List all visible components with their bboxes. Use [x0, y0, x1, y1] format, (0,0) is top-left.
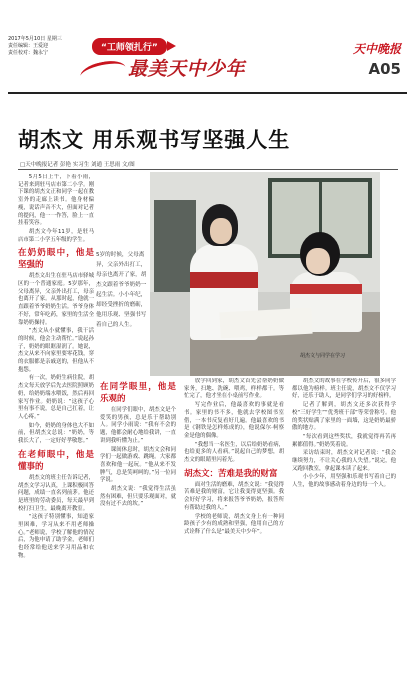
paragraph: 胡杰文的班主任告诉记者，胡杰文学习认真，上课积极回答问题，成绩一直名列前茅。他还是班里的劳动委员，每天最早到校打扫卫生，最晚离开教室。 [18, 474, 94, 512]
paragraph: “这孩子特别懂事，知道家里困难，学习从来不用老师操心。”老师说，学校了解他的情况后，为他申请了助学金，老师们也经常给他送来学习用品和衣物。 [18, 514, 94, 559]
date-line: 2017年5月10日 星期三 [8, 36, 62, 42]
paragraph: 学校的老师说，胡杰文身上有一种同龄孩子少有的成熟和坚强，他用自己的方式诠释了什么是“最美天中少年”。 [184, 513, 284, 535]
section-banner [80, 38, 330, 90]
paragraph: 写完作业后，他最喜欢的事就是看书。家里的书不多，他就去学校图书室借，一本书反复看好几遍。他最喜欢的书是《钢铁是怎样炼成的》，他说保尔·柯察金是他的偶像。 [184, 402, 284, 439]
paragraph: 如今，奶奶的身体也大不如前，但胡杰文总说：“奶奶，等我长大了，一定好好孝敬您。” [18, 422, 94, 445]
paragraph: 采访结束时，胡杰文对记者说：“我会继续努力，不让关心我的人失望。”说完，他又跑回教室，拿起课本读了起来。 [292, 450, 396, 472]
banner-tag: “工师领扎行” [92, 38, 167, 55]
paragraph: 胡杰文的故事在学校传开后，很多同学都以他为榜样。班主任说，胡杰文不仅学习好，还乐于助人，是同学们学习的好榜样。 [292, 378, 396, 400]
photo-paper [219, 308, 312, 339]
section-heading: 胡杰文：苦难是我的财富 [184, 468, 278, 479]
paragraph: 胡杰文今年11岁，是驻马店市第二小学五年级的学生。 [18, 228, 94, 243]
article-column-2 [100, 378, 176, 656]
paragraph: “杰文从小就懂事，我干活的时候，他会主动帮忙。”说起孙子，奶奶的眼眶湿润了。她说，杰文从来不向家里要零花钱，穿的衣服都是亲戚送的，但他从不抱怨。 [18, 328, 94, 373]
paragraph: 课间休息时，胡杰文会和同学们一起做游戏、跳绳。大家都喜欢和他一起玩。“他从来不发脾气，总是笑呵呵的。”另一位同学说。 [100, 446, 176, 484]
paragraph: 有一次，奶奶生病住院，胡杰文每天放学后先去医院照顾奶奶，给奶奶端水喂饭，然后再回家写作业。奶奶说：“这孩子心里有事不说，总是自己扛着，让人心疼。” [18, 375, 94, 420]
paragraph: 面对生活的磨难，胡杰文说：“我觉得苦难是我的财富，它让我变得更坚强。我会好好学习，将来报答爷爷奶奶，报答所有帮助过我的人。” [184, 481, 284, 511]
banner-title: 最美天中少年 [128, 58, 246, 80]
photo-uniform-stripe [190, 272, 258, 288]
paragraph: 记者了解到，胡杰文还多次获得学校“三好学生”“优秀班干部”等荣誉称号。他的奖状贴满了家里的一面墙，这是奶奶最骄傲的地方。 [292, 402, 396, 432]
article-column-1 [18, 174, 94, 654]
photo-student-stripe [290, 284, 362, 294]
photo-student-face [306, 248, 330, 274]
section-heading: 在奶奶眼中，他是坚强的 [18, 248, 94, 271]
article-byline: □天中晚报记者 彭艳 实习生 刘通 王思雨 文/图 [20, 162, 135, 168]
section-heading: 在老师眼中，他是懂事的 [18, 449, 94, 472]
proofreader-line: 责任校对：魏永宁 [8, 50, 49, 56]
editor-line: 责任编辑：王爱迎 [8, 43, 49, 49]
photo-side-caption: 5岁的时候，父母离异，父亲外出打工，母亲也离开了家，胡杰文跟着爷爷奶奶一起生活。小小年纪，却经受挫折的磨砺，他用乐观、坚强书写着自己的人生。 [96, 252, 147, 328]
article-column-4 [292, 378, 396, 656]
article-headline: 胡杰文 用乐观书写坚强人生 [18, 128, 291, 152]
paragraph: “我想当一名医生，以后给奶奶看病，也给更多的人看病。”说起自己的梦想，胡杰文的眼睛里闪着光。 [184, 441, 284, 464]
paragraph: 胡杰文说：“我觉得生活虽然有困难，但只要乐观面对，就没有过不去的坎。” [100, 486, 176, 508]
date-info [8, 36, 62, 57]
paragraph: “每次看到这些奖状，我就觉得再苦再累都值得。”奶奶笑着说。 [292, 433, 396, 448]
section-heading: 在同学眼里，他是乐观的 [100, 382, 176, 404]
masthead-logo: 天中晚报 [352, 42, 401, 56]
photo-person-face [210, 218, 232, 244]
page-number: A05 [368, 60, 401, 78]
paragraph: 小小少年，用坚强和乐观书写着自己的人生，他的故事感动着身边的每一个人。 [292, 474, 396, 489]
paragraph: 放学回到家，胡杰文首先会帮奶奶做家务，扫地、洗碗、喂鸡，样样都干。等忙完了，他才坐在小桌前写作业。 [184, 378, 284, 400]
header-divider [8, 92, 407, 94]
article-column-3 [184, 378, 284, 656]
headline-divider [18, 169, 398, 170]
article-photo [150, 172, 380, 376]
photo-caption: 胡杰文与同学在学习 [300, 353, 346, 359]
swoosh-decoration [78, 57, 127, 86]
paragraph: 5月5日上午，下着小雨，记者来到驻马店市第二小学。刚下课的胡杰文正和同学一起在教室外的走廊上读书。他身材偏瘦，说话声音不大，但面对记者的提问，他一一作答，脸上一直挂着笑容。 [18, 174, 94, 227]
paragraph: 在同学们眼中，胡杰文是个爱笑的男孩，总是乐于帮助别人。同学小雨说：“我有不会的题，他都会耐心地给我讲，一直讲到我听懂为止。” [100, 407, 176, 444]
paragraph: 胡杰文出生在驻马店市驿城区的一个普通家庭。5岁那年，父母离异，父亲外出打工，母亲也离开了家。从那时起，他就一直跟着爷爷奶奶生活。爷爷身体不好，常年吃药，家里的生活全靠奶奶操持。 [18, 273, 94, 326]
